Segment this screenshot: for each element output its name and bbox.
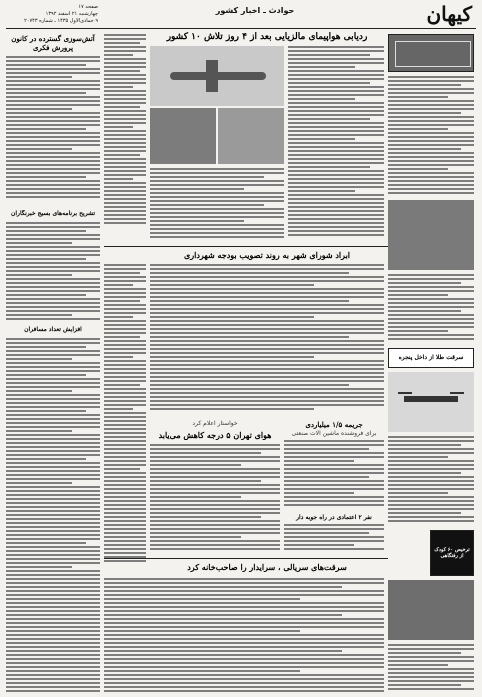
page-info-2: چهارشنبه ۲۱ اسفند ۱۳۹۲	[45, 11, 98, 17]
river-text	[284, 524, 384, 554]
sidebar-box-title: سرقت طلا از داخل پنجره	[398, 354, 464, 361]
left-text-2	[6, 222, 100, 322]
crime-headline: جریمه ۱/۵ میلیاردی	[305, 420, 363, 429]
drone-photo	[388, 372, 474, 432]
people-photo	[150, 108, 216, 164]
council-text	[150, 264, 384, 414]
right-sidebar-text-4	[388, 644, 474, 694]
masthead-rule	[6, 28, 476, 29]
logo-stamp-icon	[395, 41, 471, 67]
left-text-1	[6, 56, 100, 206]
right-sidebar-logo	[388, 34, 474, 72]
main-article-text	[288, 46, 384, 242]
center-left-text-1	[104, 34, 146, 244]
theft-headline: سرقت‌های سریالی ، سرایدار را صاحب‌خانه کرد	[187, 562, 347, 572]
right-sidebar-text-1	[388, 76, 474, 196]
left-mid-headline: افزایش تعداد مسافران	[24, 326, 82, 333]
right-sidebar-text-3	[388, 436, 474, 526]
pollution-text	[150, 444, 280, 554]
council-rule	[104, 246, 388, 247]
right-sidebar-box-2	[430, 530, 474, 576]
right-sidebar-photo	[388, 200, 474, 270]
right-sidebar-box	[388, 348, 474, 368]
page-info-1: صفحه ۱۷	[78, 4, 98, 10]
crime-sub: برای فروشنده ماشین آلات صنعتی	[291, 430, 377, 437]
crime-text	[284, 440, 384, 510]
river-headline: نفر ۲ اعتمادی در راه جوبه دار	[296, 514, 372, 521]
council-headline: ابراد شورای شهر به روند تصویب بودجه شهرداری	[183, 250, 351, 260]
left-text-3	[6, 338, 100, 694]
left-headline-1: آتش‌سوزی گسترده در کانون پرورش فکری	[11, 34, 95, 52]
left-headline-2: تشریح برنامه‌های بسیج خبرنگاران	[10, 210, 96, 217]
masthead	[0, 0, 482, 28]
newspaper-logo: کیهان	[426, 2, 472, 26]
main-headline: ردیابی هواپیمای مالزیایی بعد از ۴ روز تلاش ۱۰ کشور	[166, 32, 368, 42]
page-info-3: ۹ جمادی‌الاول ۱۴۳۵ ـ شماره ۲۰۷۴۳	[24, 18, 98, 24]
pollution-headline: هوای تهران ۵ درجه کاهش می‌یابد	[158, 430, 272, 440]
pollution-kicker: خواستار اعلام کرد	[192, 420, 238, 427]
section-title: حوادث ـ اخبار کشور	[215, 6, 295, 15]
center-left-text-2	[104, 264, 146, 564]
theft-text	[104, 578, 384, 694]
theft-rule	[104, 558, 388, 559]
right-sidebar-text-2	[388, 274, 474, 344]
sidebar-box-2-title: ترخیص ۶۰ کودک از رفتگاهی	[434, 547, 470, 559]
crowd-photo	[388, 580, 474, 640]
airplane-photo	[150, 46, 284, 106]
rescue-photo	[218, 108, 284, 164]
main-article-text-2	[150, 168, 284, 242]
